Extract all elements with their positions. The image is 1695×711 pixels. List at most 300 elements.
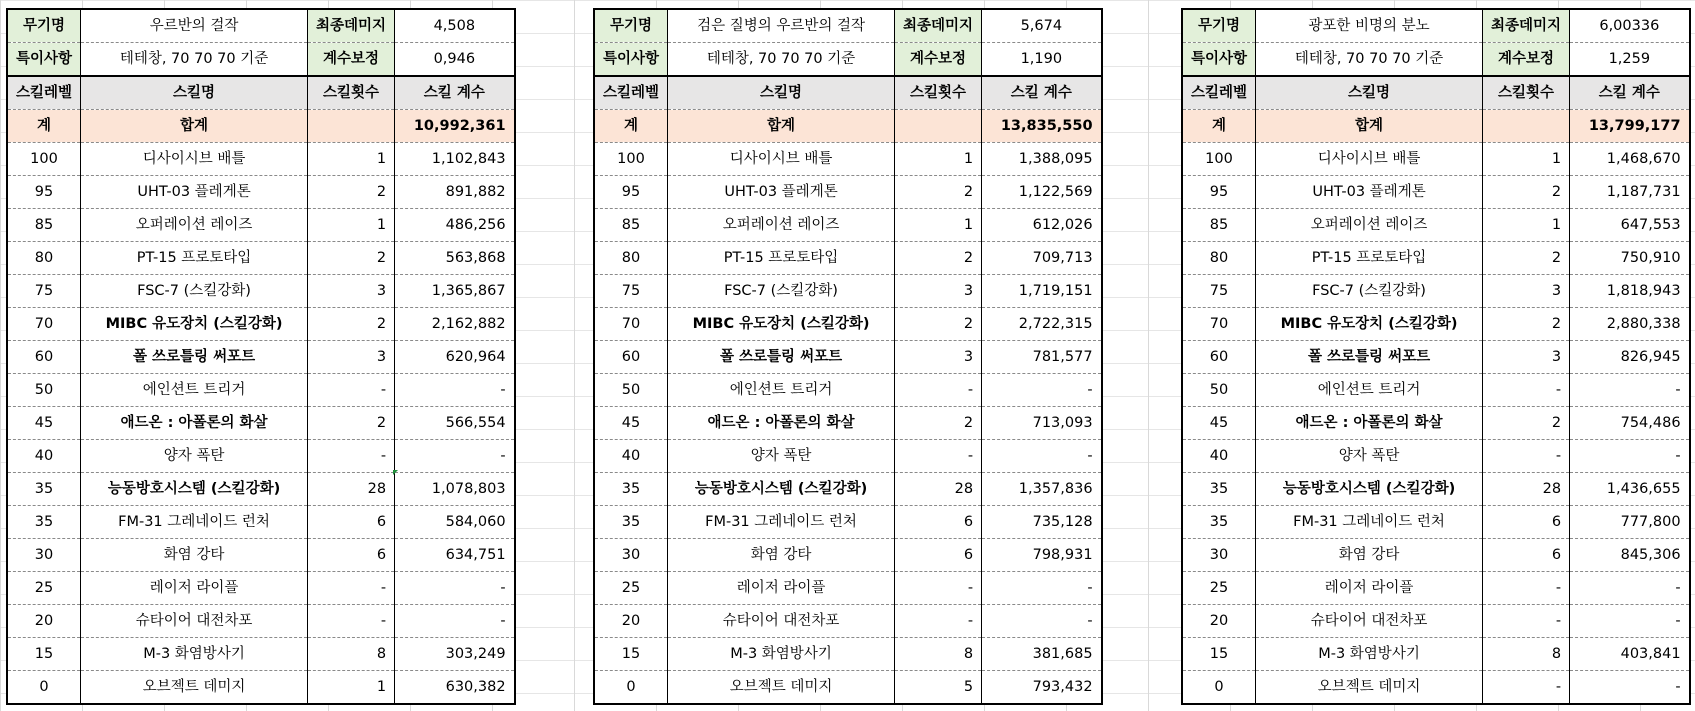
skill-level-cell[interactable]: 95 bbox=[1182, 176, 1256, 209]
skill-count-cell[interactable]: - bbox=[895, 572, 982, 605]
skill-count-cell[interactable]: 8 bbox=[308, 638, 395, 671]
total-level-cell[interactable]: 계 bbox=[1182, 110, 1256, 143]
skill-count-cell[interactable]: 1 bbox=[1483, 209, 1570, 242]
skill-name-cell[interactable]: PT-15 프로토타입 bbox=[81, 242, 308, 275]
skill-row bbox=[1182, 308, 1690, 341]
skill-row bbox=[7, 209, 515, 242]
skill-count-cell[interactable]: 28 bbox=[895, 473, 982, 506]
skill-name-cell[interactable]: M-3 화염방사기 bbox=[668, 638, 895, 671]
skill-count-cell[interactable]: 3 bbox=[895, 341, 982, 374]
coef-adjust-value[interactable]: 1,259 bbox=[1570, 43, 1690, 77]
final-damage-label[interactable]: 최종데미지 bbox=[1483, 9, 1570, 43]
skill-name-cell[interactable]: 오퍼레이션 레이즈 bbox=[1256, 209, 1483, 242]
weapon-row bbox=[594, 9, 1102, 43]
skill-name-cell[interactable]: 디사이시브 배틀 bbox=[81, 143, 308, 176]
total-name-cell[interactable]: 합계 bbox=[81, 110, 308, 143]
skill-coef-cell[interactable]: 793,432 bbox=[982, 671, 1102, 705]
coef-adjust-label[interactable]: 계수보정 bbox=[895, 43, 982, 77]
skill-count-cell[interactable]: 3 bbox=[895, 275, 982, 308]
skill-level-cell[interactable]: 35 bbox=[7, 506, 81, 539]
skill-count-cell[interactable]: 2 bbox=[308, 308, 395, 341]
skill-name-cell[interactable]: 에인션트 트리거 bbox=[1256, 374, 1483, 407]
skill-name-cell[interactable]: FSC-7 (스킬강화) bbox=[668, 275, 895, 308]
skill-coef-cell[interactable]: 566,554 bbox=[395, 407, 515, 440]
skill-level-cell[interactable]: 0 bbox=[7, 671, 81, 705]
skill-name-cell[interactable]: 폴 쓰로틀링 써포트 bbox=[81, 341, 308, 374]
skill-name-cell[interactable]: 슈타이어 대전차포 bbox=[81, 605, 308, 638]
skill-level-cell[interactable]: 30 bbox=[7, 539, 81, 572]
skill-count-cell[interactable]: - bbox=[1483, 572, 1570, 605]
skill-count-cell[interactable]: 2 bbox=[895, 407, 982, 440]
skill-coef-cell[interactable]: 1,468,670 bbox=[1570, 143, 1690, 176]
col-header-count[interactable]: 스킬횟수 bbox=[895, 76, 982, 110]
skill-count-cell[interactable]: 1 bbox=[895, 209, 982, 242]
skill-name-cell[interactable]: MIBC 유도장치 (스킬강화) bbox=[668, 308, 895, 341]
skill-coef-cell[interactable]: 1,818,943 bbox=[1570, 275, 1690, 308]
weapon-row bbox=[1182, 9, 1690, 43]
coef-adjust-value[interactable]: 0,946 bbox=[395, 43, 515, 77]
skill-level-cell[interactable]: 75 bbox=[1182, 275, 1256, 308]
skill-coef-cell[interactable]: 584,060 bbox=[395, 506, 515, 539]
skill-level-cell[interactable]: 30 bbox=[594, 539, 668, 572]
skill-row bbox=[7, 671, 515, 705]
skill-level-cell[interactable]: 95 bbox=[594, 176, 668, 209]
skill-count-cell[interactable]: 2 bbox=[895, 242, 982, 275]
total-count-cell[interactable] bbox=[308, 110, 395, 143]
skill-name-cell[interactable]: 양자 폭탄 bbox=[1256, 440, 1483, 473]
total-row bbox=[1182, 110, 1690, 143]
col-header-coef[interactable]: 스킬 계수 bbox=[982, 76, 1102, 110]
skill-coef-cell[interactable]: - bbox=[982, 374, 1102, 407]
skill-level-cell[interactable]: 60 bbox=[7, 341, 81, 374]
skill-level-cell[interactable]: 85 bbox=[594, 209, 668, 242]
skill-row bbox=[594, 605, 1102, 638]
skill-count-cell[interactable]: - bbox=[895, 374, 982, 407]
skill-coef-cell[interactable]: 1,357,836 bbox=[982, 473, 1102, 506]
skill-coef-cell[interactable]: - bbox=[395, 572, 515, 605]
skill-coef-cell[interactable]: 1,365,867 bbox=[395, 275, 515, 308]
skill-level-cell[interactable]: 50 bbox=[1182, 374, 1256, 407]
skill-level-cell[interactable]: 75 bbox=[594, 275, 668, 308]
skill-row bbox=[1182, 572, 1690, 605]
total-count-cell[interactable] bbox=[895, 110, 982, 143]
total-level-cell[interactable]: 계 bbox=[7, 110, 81, 143]
skill-count-cell[interactable]: 3 bbox=[308, 341, 395, 374]
weapon-name[interactable]: 광포한 비명의 분노 bbox=[1256, 9, 1483, 43]
skill-coef-cell[interactable]: - bbox=[1570, 572, 1690, 605]
total-coef-cell[interactable]: 10,992,361 bbox=[395, 110, 515, 143]
skill-name-cell[interactable]: 애드온 : 아폴론의 화살 bbox=[81, 407, 308, 440]
skill-coef-cell[interactable]: - bbox=[1570, 440, 1690, 473]
weapon-label[interactable]: 무기명 bbox=[7, 9, 81, 43]
skill-name-cell[interactable]: 슈타이어 대전차포 bbox=[1256, 605, 1483, 638]
skill-count-cell[interactable]: 2 bbox=[308, 407, 395, 440]
skill-level-cell[interactable]: 80 bbox=[594, 242, 668, 275]
skill-row bbox=[594, 638, 1102, 671]
skill-coef-cell[interactable]: - bbox=[1570, 605, 1690, 638]
skill-row bbox=[1182, 242, 1690, 275]
skill-name-cell[interactable]: FSC-7 (스킬강화) bbox=[81, 275, 308, 308]
skill-count-cell[interactable]: 2 bbox=[1483, 407, 1570, 440]
skill-name-cell[interactable]: PT-15 프로토타입 bbox=[1256, 242, 1483, 275]
skill-level-cell[interactable]: 70 bbox=[1182, 308, 1256, 341]
skill-count-cell[interactable]: 1 bbox=[895, 143, 982, 176]
skill-level-cell[interactable]: 45 bbox=[594, 407, 668, 440]
final-damage-value[interactable]: 6,00336 bbox=[1570, 9, 1690, 43]
comment-indicator-icon bbox=[393, 470, 398, 475]
skill-coef-cell[interactable]: 777,800 bbox=[1570, 506, 1690, 539]
skill-count-cell[interactable]: 1 bbox=[308, 671, 395, 705]
skill-row bbox=[7, 407, 515, 440]
skill-count-cell[interactable]: 2 bbox=[895, 308, 982, 341]
skill-coef-cell[interactable]: 1,078,803 bbox=[395, 473, 515, 506]
skill-count-cell[interactable]: 28 bbox=[1483, 473, 1570, 506]
skill-name-cell[interactable]: 화염 강타 bbox=[668, 539, 895, 572]
skill-coef-cell[interactable]: - bbox=[982, 440, 1102, 473]
skill-row bbox=[594, 209, 1102, 242]
skill-row bbox=[7, 605, 515, 638]
skill-count-cell[interactable]: 3 bbox=[1483, 275, 1570, 308]
skill-count-cell[interactable]: 6 bbox=[895, 539, 982, 572]
skill-level-cell[interactable]: 30 bbox=[1182, 539, 1256, 572]
skill-coef-cell[interactable]: 620,964 bbox=[395, 341, 515, 374]
skill-count-cell[interactable]: 6 bbox=[1483, 539, 1570, 572]
skill-row bbox=[594, 275, 1102, 308]
special-label[interactable]: 특이사항 bbox=[1182, 43, 1256, 77]
skill-name-cell[interactable]: 오브젝트 데미지 bbox=[1256, 671, 1483, 705]
skill-count-cell[interactable]: 6 bbox=[308, 539, 395, 572]
skill-name-cell[interactable]: MIBC 유도장치 (스킬강화) bbox=[1256, 308, 1483, 341]
skill-coef-cell[interactable]: 2,162,882 bbox=[395, 308, 515, 341]
skill-row bbox=[594, 539, 1102, 572]
skill-coef-cell[interactable]: 1,102,843 bbox=[395, 143, 515, 176]
skill-coef-cell[interactable]: - bbox=[395, 605, 515, 638]
total-count-cell[interactable] bbox=[1483, 110, 1570, 143]
skill-count-cell[interactable]: - bbox=[1483, 671, 1570, 705]
skill-name-cell[interactable]: UHT-03 플레게톤 bbox=[81, 176, 308, 209]
skill-coef-cell[interactable]: - bbox=[1570, 374, 1690, 407]
skill-coef-cell[interactable]: 754,486 bbox=[1570, 407, 1690, 440]
skill-name-cell[interactable]: 에인션트 트리거 bbox=[81, 374, 308, 407]
skill-level-cell[interactable]: 0 bbox=[1182, 671, 1256, 705]
skill-row bbox=[594, 671, 1102, 705]
total-name-cell[interactable]: 합계 bbox=[668, 110, 895, 143]
weapon-table-2 bbox=[593, 8, 1103, 705]
skill-level-cell[interactable]: 60 bbox=[594, 341, 668, 374]
skill-name-cell[interactable]: 레이저 라이플 bbox=[668, 572, 895, 605]
skill-level-cell[interactable]: 50 bbox=[594, 374, 668, 407]
skill-coef-cell[interactable]: - bbox=[1570, 671, 1690, 705]
skill-count-cell[interactable]: 1 bbox=[308, 209, 395, 242]
weapon-name[interactable]: 우르반의 걸작 bbox=[81, 9, 308, 43]
skill-row bbox=[7, 638, 515, 671]
special-row bbox=[1182, 43, 1690, 77]
skill-count-cell[interactable]: - bbox=[895, 440, 982, 473]
skill-count-cell[interactable]: - bbox=[1483, 605, 1570, 638]
total-coef-cell[interactable]: 13,835,550 bbox=[982, 110, 1102, 143]
special-value[interactable]: 테테창, 70 70 70 기준 bbox=[81, 43, 308, 77]
skill-name-cell[interactable]: 오퍼레이션 레이즈 bbox=[668, 209, 895, 242]
col-header-coef[interactable]: 스킬 계수 bbox=[1570, 76, 1690, 110]
skill-row bbox=[1182, 275, 1690, 308]
skill-coef-cell[interactable]: 845,306 bbox=[1570, 539, 1690, 572]
skill-name-cell[interactable]: 능동방호시스템 (스킬강화) bbox=[1256, 473, 1483, 506]
skill-level-cell[interactable]: 35 bbox=[594, 506, 668, 539]
skill-name-cell[interactable]: FM-31 그레네이드 런처 bbox=[1256, 506, 1483, 539]
skill-coef-cell[interactable]: 781,577 bbox=[982, 341, 1102, 374]
skill-level-cell[interactable]: 70 bbox=[7, 308, 81, 341]
skill-count-cell[interactable]: - bbox=[1483, 440, 1570, 473]
skill-name-cell[interactable]: UHT-03 플레게톤 bbox=[1256, 176, 1483, 209]
skill-coef-cell[interactable]: - bbox=[982, 572, 1102, 605]
skill-coef-cell[interactable]: 2,880,338 bbox=[1570, 308, 1690, 341]
skill-name-cell[interactable]: FM-31 그레네이드 런처 bbox=[81, 506, 308, 539]
skill-name-cell[interactable]: 폴 쓰로틀링 써포트 bbox=[668, 341, 895, 374]
skill-name-cell[interactable]: 오브젝트 데미지 bbox=[81, 671, 308, 705]
skill-count-cell[interactable]: 8 bbox=[1483, 638, 1570, 671]
skill-coef-cell[interactable]: 563,868 bbox=[395, 242, 515, 275]
skill-count-cell[interactable]: 3 bbox=[1483, 341, 1570, 374]
skill-row bbox=[1182, 374, 1690, 407]
skill-level-cell[interactable]: 40 bbox=[594, 440, 668, 473]
col-header-name[interactable]: 스킬명 bbox=[81, 76, 308, 110]
skill-level-cell[interactable]: 85 bbox=[7, 209, 81, 242]
col-header-name[interactable]: 스킬명 bbox=[1256, 76, 1483, 110]
total-name-cell[interactable]: 합계 bbox=[1256, 110, 1483, 143]
skill-level-cell[interactable]: 70 bbox=[594, 308, 668, 341]
skill-level-cell[interactable]: 25 bbox=[594, 572, 668, 605]
col-header-level[interactable]: 스킬레벨 bbox=[1182, 76, 1256, 110]
skill-name-cell[interactable]: 폴 쓰로틀링 써포트 bbox=[1256, 341, 1483, 374]
total-coef-cell[interactable]: 13,799,177 bbox=[1570, 110, 1690, 143]
skill-level-cell[interactable]: 45 bbox=[7, 407, 81, 440]
skill-level-cell[interactable]: 35 bbox=[1182, 506, 1256, 539]
skill-coef-cell[interactable]: 634,751 bbox=[395, 539, 515, 572]
skill-row bbox=[1182, 539, 1690, 572]
skill-level-cell[interactable]: 35 bbox=[594, 473, 668, 506]
skill-count-cell[interactable]: 2 bbox=[1483, 176, 1570, 209]
skill-coef-cell[interactable]: 647,553 bbox=[1570, 209, 1690, 242]
skill-level-cell[interactable]: 15 bbox=[1182, 638, 1256, 671]
skill-name-cell[interactable]: 디사이시브 배틀 bbox=[668, 143, 895, 176]
skill-name-cell[interactable]: 오브젝트 데미지 bbox=[668, 671, 895, 705]
skill-name-cell[interactable]: 양자 폭탄 bbox=[81, 440, 308, 473]
skill-level-cell[interactable]: 35 bbox=[1182, 473, 1256, 506]
skill-count-cell[interactable]: 6 bbox=[1483, 506, 1570, 539]
header-row bbox=[1182, 76, 1690, 110]
skill-level-cell[interactable]: 20 bbox=[7, 605, 81, 638]
skill-name-cell[interactable]: 에인션트 트리거 bbox=[668, 374, 895, 407]
skill-count-cell[interactable]: 3 bbox=[308, 275, 395, 308]
col-header-coef[interactable]: 스킬 계수 bbox=[395, 76, 515, 110]
skill-coef-cell[interactable]: - bbox=[395, 440, 515, 473]
skill-name-cell[interactable]: 능동방호시스템 (스킬강화) bbox=[668, 473, 895, 506]
skill-coef-cell[interactable]: 381,685 bbox=[982, 638, 1102, 671]
skill-coef-cell[interactable]: 709,713 bbox=[982, 242, 1102, 275]
skill-coef-cell[interactable]: 891,882 bbox=[395, 176, 515, 209]
skill-level-cell[interactable]: 75 bbox=[7, 275, 81, 308]
skill-coef-cell[interactable]: 1,187,731 bbox=[1570, 176, 1690, 209]
skill-count-cell[interactable]: - bbox=[308, 605, 395, 638]
skill-name-cell[interactable]: 양자 폭탄 bbox=[668, 440, 895, 473]
skill-level-cell[interactable]: 50 bbox=[7, 374, 81, 407]
skill-level-cell[interactable]: 80 bbox=[7, 242, 81, 275]
skill-name-cell[interactable]: M-3 화염방사기 bbox=[81, 638, 308, 671]
weapon-label[interactable]: 무기명 bbox=[594, 9, 668, 43]
skill-row bbox=[1182, 143, 1690, 176]
skill-coef-cell[interactable]: 735,128 bbox=[982, 506, 1102, 539]
skill-row bbox=[7, 572, 515, 605]
special-label[interactable]: 특이사항 bbox=[7, 43, 81, 77]
skill-row bbox=[1182, 473, 1690, 506]
skill-row bbox=[594, 308, 1102, 341]
skill-coef-cell[interactable]: 2,722,315 bbox=[982, 308, 1102, 341]
skill-count-cell[interactable]: - bbox=[308, 572, 395, 605]
skill-coef-cell[interactable]: 612,026 bbox=[982, 209, 1102, 242]
col-header-level[interactable]: 스킬레벨 bbox=[7, 76, 81, 110]
final-damage-label[interactable]: 최종데미지 bbox=[308, 9, 395, 43]
skill-row bbox=[7, 341, 515, 374]
skill-level-cell[interactable]: 35 bbox=[7, 473, 81, 506]
final-damage-value[interactable]: 4,508 bbox=[395, 9, 515, 43]
coef-adjust-label[interactable]: 계수보정 bbox=[308, 43, 395, 77]
final-damage-value[interactable]: 5,674 bbox=[982, 9, 1102, 43]
weapon-label[interactable]: 무기명 bbox=[1182, 9, 1256, 43]
skill-row bbox=[1182, 209, 1690, 242]
skill-coef-cell[interactable]: - bbox=[395, 374, 515, 407]
skill-name-cell[interactable]: PT-15 프로토타입 bbox=[668, 242, 895, 275]
skill-count-cell[interactable]: - bbox=[308, 440, 395, 473]
skill-count-cell[interactable]: - bbox=[308, 374, 395, 407]
skill-level-cell[interactable]: 100 bbox=[594, 143, 668, 176]
skill-row bbox=[1182, 671, 1690, 705]
skill-level-cell[interactable]: 40 bbox=[7, 440, 81, 473]
skill-name-cell[interactable]: FM-31 그레네이드 런처 bbox=[668, 506, 895, 539]
skill-name-cell[interactable]: 레이저 라이플 bbox=[1256, 572, 1483, 605]
weapon-name[interactable]: 검은 질병의 우르반의 걸작 bbox=[668, 9, 895, 43]
skill-row bbox=[7, 242, 515, 275]
skill-count-cell[interactable]: 6 bbox=[308, 506, 395, 539]
skill-name-cell[interactable]: 능동방호시스템 (스킬강화) bbox=[81, 473, 308, 506]
skill-level-cell[interactable]: 45 bbox=[1182, 407, 1256, 440]
skill-name-cell[interactable]: UHT-03 플레게톤 bbox=[668, 176, 895, 209]
skill-count-cell[interactable]: - bbox=[1483, 374, 1570, 407]
skill-name-cell[interactable]: 화염 강타 bbox=[81, 539, 308, 572]
skill-coef-cell[interactable]: 826,945 bbox=[1570, 341, 1690, 374]
skill-name-cell[interactable]: 화염 강타 bbox=[1256, 539, 1483, 572]
skill-level-cell[interactable]: 0 bbox=[594, 671, 668, 705]
skill-name-cell[interactable]: 레이저 라이플 bbox=[81, 572, 308, 605]
skill-coef-cell[interactable]: 1,719,151 bbox=[982, 275, 1102, 308]
coef-adjust-value[interactable]: 1,190 bbox=[982, 43, 1102, 77]
skill-level-cell[interactable]: 100 bbox=[7, 143, 81, 176]
skill-coef-cell[interactable]: 1,388,095 bbox=[982, 143, 1102, 176]
skill-coef-cell[interactable]: 1,122,569 bbox=[982, 176, 1102, 209]
skill-row bbox=[7, 143, 515, 176]
header-row bbox=[594, 76, 1102, 110]
skill-level-cell[interactable]: 20 bbox=[1182, 605, 1256, 638]
weapon-row bbox=[7, 9, 515, 43]
skill-row bbox=[7, 308, 515, 341]
col-header-name[interactable]: 스킬명 bbox=[668, 76, 895, 110]
skill-name-cell[interactable]: 슈타이어 대전차포 bbox=[668, 605, 895, 638]
skill-coef-cell[interactable]: 1,436,655 bbox=[1570, 473, 1690, 506]
special-value[interactable]: 테테창, 70 70 70 기준 bbox=[668, 43, 895, 77]
skill-level-cell[interactable]: 100 bbox=[1182, 143, 1256, 176]
skill-row bbox=[7, 473, 515, 506]
skill-coef-cell[interactable]: 486,256 bbox=[395, 209, 515, 242]
skill-level-cell[interactable]: 95 bbox=[7, 176, 81, 209]
skill-level-cell[interactable]: 25 bbox=[1182, 572, 1256, 605]
total-row bbox=[594, 110, 1102, 143]
skill-coef-cell[interactable]: 403,841 bbox=[1570, 638, 1690, 671]
skill-level-cell[interactable]: 85 bbox=[1182, 209, 1256, 242]
skill-row bbox=[1182, 407, 1690, 440]
skill-level-cell[interactable]: 60 bbox=[1182, 341, 1256, 374]
skill-coef-cell[interactable]: 630,382 bbox=[395, 671, 515, 705]
skill-count-cell[interactable]: 5 bbox=[895, 671, 982, 705]
total-row bbox=[7, 110, 515, 143]
skill-name-cell[interactable]: 디사이시브 배틀 bbox=[1256, 143, 1483, 176]
skill-row bbox=[7, 440, 515, 473]
skill-count-cell[interactable]: - bbox=[895, 605, 982, 638]
skill-count-cell[interactable]: 2 bbox=[895, 176, 982, 209]
skill-count-cell[interactable]: 6 bbox=[895, 506, 982, 539]
skill-level-cell[interactable]: 40 bbox=[1182, 440, 1256, 473]
skill-coef-cell[interactable]: 798,931 bbox=[982, 539, 1102, 572]
skill-count-cell[interactable]: 2 bbox=[1483, 242, 1570, 275]
skill-row bbox=[7, 176, 515, 209]
skill-count-cell[interactable]: 1 bbox=[1483, 143, 1570, 176]
special-value[interactable]: 테테창, 70 70 70 기준 bbox=[1256, 43, 1483, 77]
skill-row bbox=[594, 176, 1102, 209]
col-header-level[interactable]: 스킬레벨 bbox=[594, 76, 668, 110]
skill-coef-cell[interactable]: 713,093 bbox=[982, 407, 1102, 440]
skill-row bbox=[7, 275, 515, 308]
skill-level-cell[interactable]: 15 bbox=[7, 638, 81, 671]
special-label[interactable]: 특이사항 bbox=[594, 43, 668, 77]
skill-name-cell[interactable]: FSC-7 (스킬강화) bbox=[1256, 275, 1483, 308]
total-level-cell[interactable]: 계 bbox=[594, 110, 668, 143]
col-header-count[interactable]: 스킬횟수 bbox=[1483, 76, 1570, 110]
skill-row bbox=[594, 572, 1102, 605]
skill-name-cell[interactable]: M-3 화염방사기 bbox=[1256, 638, 1483, 671]
skill-name-cell[interactable]: 애드온 : 아폴론의 화살 bbox=[668, 407, 895, 440]
skill-level-cell[interactable]: 15 bbox=[594, 638, 668, 671]
skill-name-cell[interactable]: MIBC 유도장치 (스킬강화) bbox=[81, 308, 308, 341]
skill-coef-cell[interactable]: 303,249 bbox=[395, 638, 515, 671]
col-header-count[interactable]: 스킬횟수 bbox=[308, 76, 395, 110]
coef-adjust-label[interactable]: 계수보정 bbox=[1483, 43, 1570, 77]
skill-row bbox=[594, 374, 1102, 407]
skill-count-cell[interactable]: 2 bbox=[1483, 308, 1570, 341]
skill-coef-cell[interactable]: 750,910 bbox=[1570, 242, 1690, 275]
skill-count-cell[interactable]: 8 bbox=[895, 638, 982, 671]
skill-count-cell[interactable]: 1 bbox=[308, 143, 395, 176]
skill-name-cell[interactable]: 오퍼레이션 레이즈 bbox=[81, 209, 308, 242]
skill-row bbox=[7, 374, 515, 407]
skill-level-cell[interactable]: 25 bbox=[7, 572, 81, 605]
special-row bbox=[7, 43, 515, 77]
skill-name-cell[interactable]: 애드온 : 아폴론의 화살 bbox=[1256, 407, 1483, 440]
skill-level-cell[interactable]: 80 bbox=[1182, 242, 1256, 275]
skill-coef-cell[interactable]: - bbox=[982, 605, 1102, 638]
skill-count-cell[interactable]: 2 bbox=[308, 242, 395, 275]
skill-count-cell[interactable]: 28 bbox=[308, 473, 395, 506]
final-damage-label[interactable]: 최종데미지 bbox=[895, 9, 982, 43]
skill-level-cell[interactable]: 20 bbox=[594, 605, 668, 638]
skill-count-cell[interactable]: 2 bbox=[308, 176, 395, 209]
